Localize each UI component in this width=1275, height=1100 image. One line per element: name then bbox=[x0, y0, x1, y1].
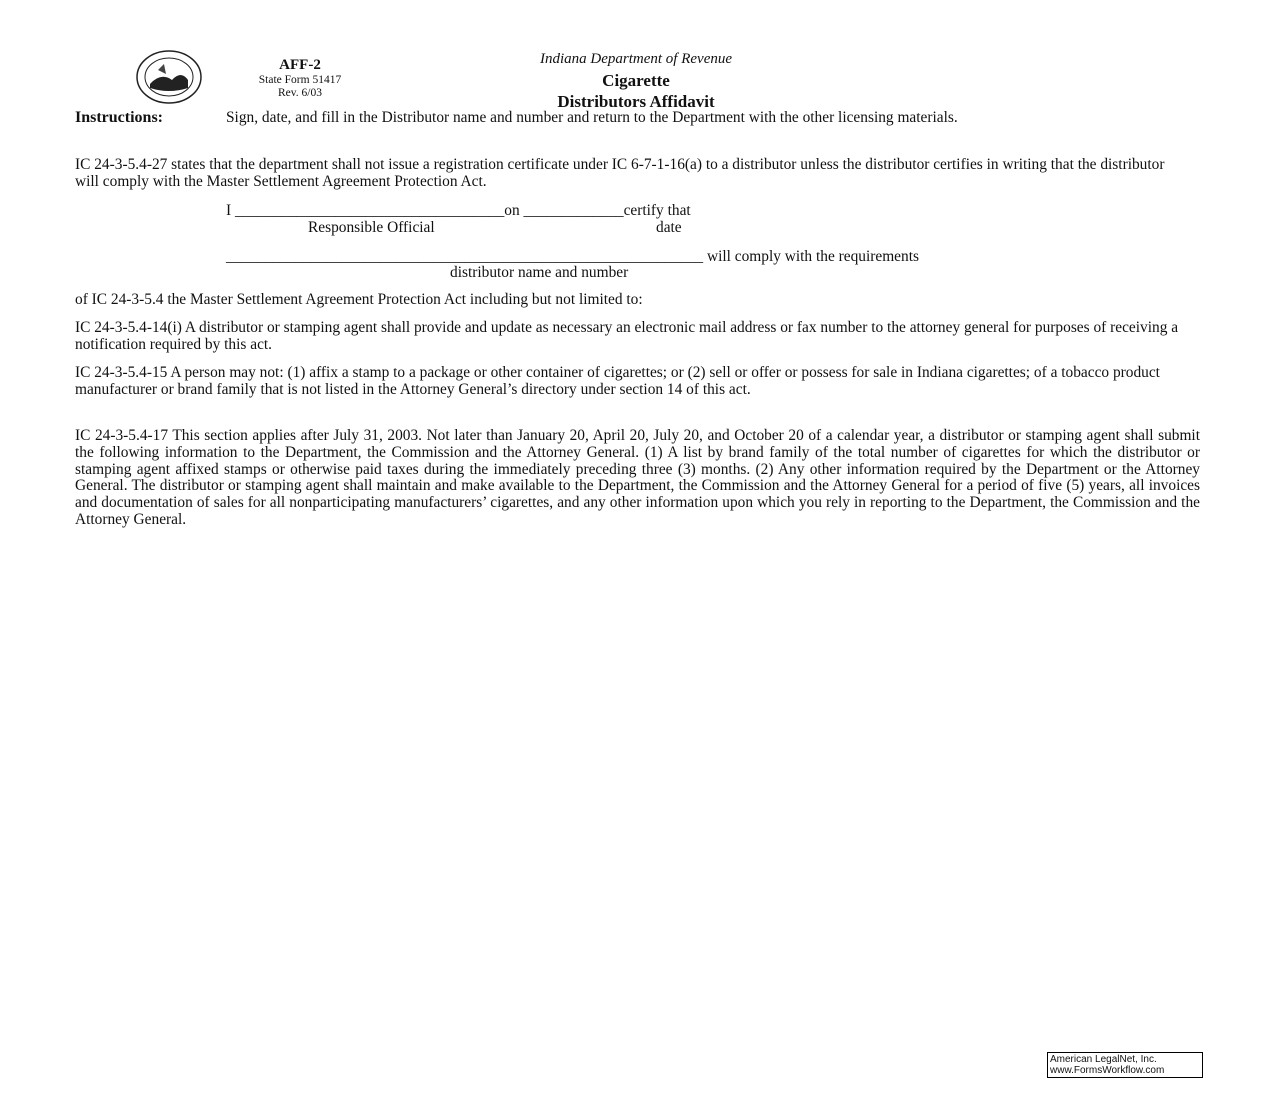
state-seal-logo bbox=[136, 50, 202, 104]
label-date: date bbox=[656, 219, 682, 236]
revision-date: Rev. 6/03 bbox=[278, 87, 322, 99]
footer-website[interactable]: www.FormsWorkflow.com bbox=[1050, 1065, 1165, 1076]
of-ic-text: of IC 24-3-5.4 the Master Settlement Agreement Protection Act including but not limited to: bbox=[75, 291, 643, 308]
form-title-line1: Cigarette bbox=[602, 71, 670, 90]
certify-line-official-date[interactable]: I ___________________________________on _____________certify that bbox=[226, 202, 691, 219]
paragraph-ic-14i: IC 24-3-5.4-14(i) A distributor or stamping agent shall provide and update as necessary an electronic mail address or fax number to the attorney general for purposes of receiving a notification required by this act. bbox=[75, 319, 1179, 353]
agency-name: Indiana Department of Revenue bbox=[539, 51, 733, 67]
label-responsible-official: Responsible Official bbox=[308, 219, 435, 236]
paragraph-ic-17: IC 24-3-5.4-17 This section applies after July 31, 2003. Not later than January 20, April 20, July 20, and October 20 of a calendar year, a distributor or stamping agent shall submit the following information to the Department, the Commission and the Attorney General. (1) A list by brand family of the total number of cigarettes for which the distributor or stamping agent affixed stamps or otherwise paid taxes during the immediately preceding three (3) months. (2) Any other information required by the Department or the Attorney General. The distributor or stamping agent shall maintain and make available to the Department, the Commission and the Attorney General for a period of five (5) years, all invoices and documentation of sales for all nonparticipating manufacturers’ cigarettes, and any other information upon which you rely in reporting to the Department, the Commission and the Attorney General. bbox=[75, 427, 1200, 528]
form-id: AFF-2 bbox=[279, 57, 321, 73]
state-form-number: State Form 51417 bbox=[258, 74, 342, 86]
certify-line-distributor[interactable]: ______________________________________________________________ will comply with the requirements bbox=[226, 248, 919, 265]
paragraph-ic-15: IC 24-3-5.4-15 A person may not: (1) affix a stamp to a package or other container of cigarettes; or (2) sell or offer or possess for sale in Indiana cigarettes; of a tobacco product manufacturer or brand family that is not listed in the Attorney General’s directory under section 14 of this act. bbox=[75, 364, 1160, 398]
form-title-line2: Distributors Affidavit bbox=[557, 92, 715, 111]
instructions-text: Sign, date, and fill in the Distributor name and number and return to the Department with the other licensing materials. bbox=[226, 109, 958, 126]
footer-company: American LegalNet, Inc. bbox=[1050, 1054, 1157, 1065]
footer-branding bbox=[1047, 1052, 1203, 1078]
instructions-label: Instructions: bbox=[75, 109, 164, 126]
label-distributor-name-number: distributor name and number bbox=[450, 264, 629, 281]
intro-paragraph: IC 24-3-5.4-27 states that the department shall not issue a registration certificate under IC 6-7-1-16(a) to a distributor unless the distributor certifies in writing that the distributor will comply with the Master Settlement Agreement Protection Act. bbox=[75, 156, 1165, 190]
